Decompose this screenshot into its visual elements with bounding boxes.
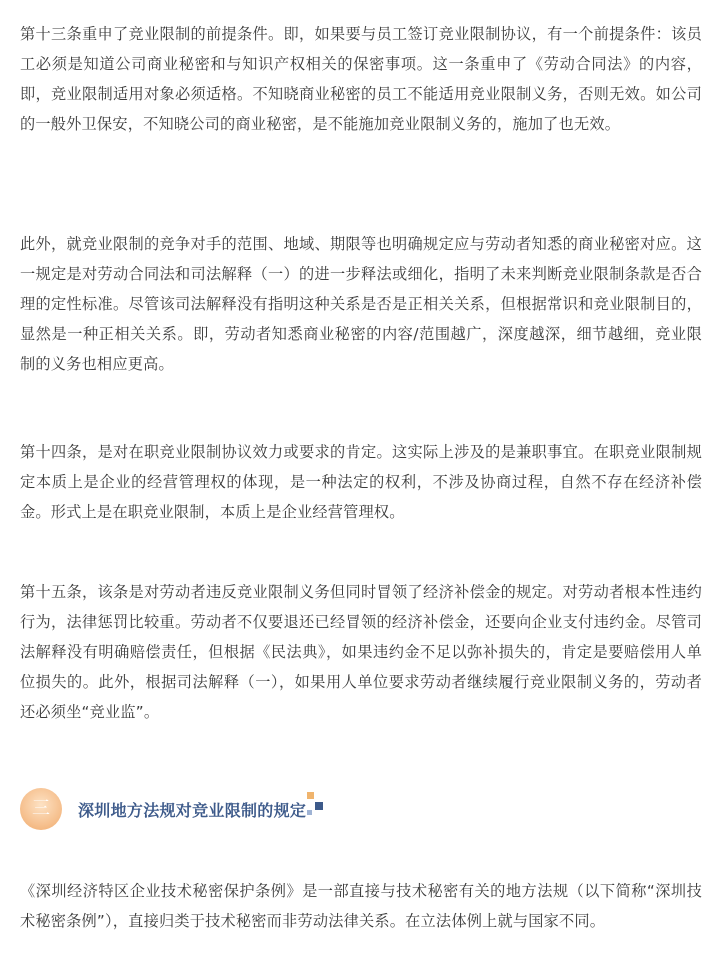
section-number: 三 — [32, 798, 50, 819]
decorative-squares-icon — [307, 792, 325, 818]
paragraph-shenzhen-regulation: 《深圳经济特区企业技术秘密保护条例》是一部直接与技术秘密有关的地方法规（以下简称“深圳技术秘密条例”），直接归类于技术秘密而非劳动法律关系。在立法体例上就与国家不同。 — [20, 882, 702, 930]
paragraph-article-14: 第十四条，是对在职竞业限制协议效力或要求的肯定。这实际上涉及的是兼职事宜。在职竞业限制规定本质上是企业的经营管理权的体现，是一种法定的权利，不涉及协商过程，自然不存在经济补偿金。形式上是在职竞业限制，本质上是企业经营管理权。 — [20, 443, 702, 521]
paragraph-article-15: 第十五条，该条是对劳动者违反竞业限制义务但同时冒领了经济补偿金的规定。对劳动者根本性违约行为，法律惩罚比较重。劳动者不仅要退还已经冒领的经济补偿金，还要向企业支付违约金。尽管司法解释没有明确赔偿责任，但根据《民法典》，如果违约金不足以弥补损失的，肯定是要赔偿用人单位损失的。此外，根据司法解释（一），如果用人单位要求劳动者继续履行竞业限制义务的，劳动者还必须坐“竞业监”。 — [20, 583, 702, 721]
section-title: 深圳地方法规对竞业限制的规定 — [78, 801, 307, 820]
section-heading — [20, 788, 420, 834]
paragraph-competitor-scope: 此外，就竞业限制的竞争对手的范围、地域、期限等也明确规定应与劳动者知悉的商业秘密对应。这一规定是对劳动合同法和司法解释（一）的进一步释法或细化，指明了未来判断竞业限制条款是否合理的定性标准。尽管该司法解释没有指明这种关系是否是正相关关系，但根据常识和竞业限制目的，显然是一种正相关关系。即，劳动者知悉商业秘密的内容/范围越广，深度越深，细节越细，竞业限制的义务也相应更高。 — [20, 235, 702, 373]
paragraph-article-13: 第十三条重申了竞业限制的前提条件。即，如果要与员工签订竞业限制协议，有一个前提条件：该员工必须是知道公司商业秘密和与知识产权相关的保密事项。这一条重申了《劳动合同法》的内容，即，竞业限制适用对象必须适格。不知晓商业秘密的员工不能适用竞业限制义务，否则无效。如公司的一般外卫保安，不知晓公司的商业秘密，是不能施加竞业限制义务的，施加了也无效。 — [20, 25, 702, 133]
